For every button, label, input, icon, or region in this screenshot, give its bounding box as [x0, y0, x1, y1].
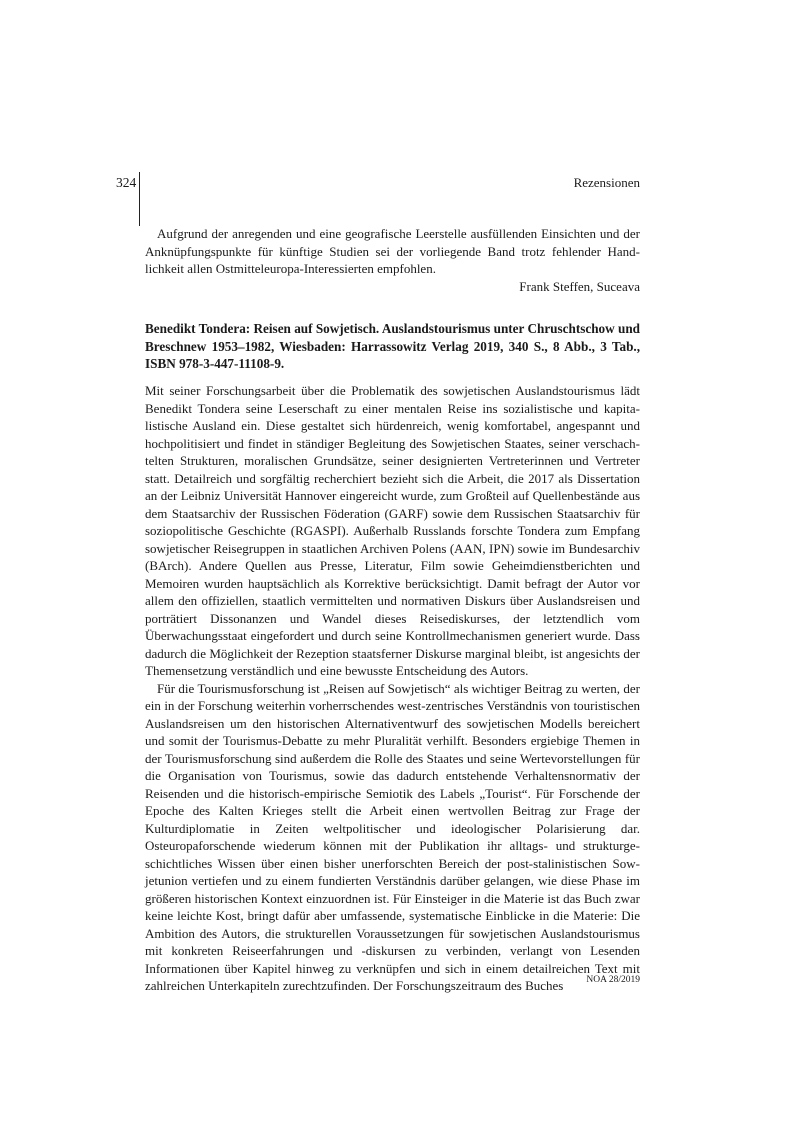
review-body [145, 382, 640, 995]
review-paragraph-1: Mit seiner Forschungsarbeit über die Problematik des sowjetischen Auslandstourismus lädt Benedikt Tondera seine Leserschaft zu einer mentalen Reise ins sozialistische und kapitalistische Ausland ein. Diese gestaltet sich hürdenreich, wenig komfortabel, angespannt und hochpolitisiert und findet in ständiger Begleitung des Sowjetischen Staates, seiner verschachtelten Strukturen, moralischen Grundsätze, seiner designierten Vertreterinnen und Vertreter statt. Detailreich und sorgfältig recherchiert bezieht sich die Arbeit, die 2017 als Dissertation an der Leibniz Universität Hannover eingereicht wurde, zum Großteil auf Quellenbestände aus dem Staatsarchiv der Russischen Föderation (GARF) sowie dem Russischen Staatsarchiv für soziopolitische Geschichte (RGASPI). Außerhalb Russlands forschte Tondera zum Empfang sowjetischer Reisegruppen in staatlichen Archiven Polens (AAN, IPN) sowie im Bundesarchiv (BArch). Andere Quellen aus Presse, Literatur, Film sowie Geheimdienstberichten und Memoiren wurden hauptsächlich als Korrektive berücksichtigt. Damit befragt der Autor vor allem den offiziellen, staatlich vermittelten und normativen Diskurs über Auslandsreisen und porträtiert Dissonanzen und Wandel dieses Reisediskurses, der letztendlich vom Überwachungsstaat eingefordert und durch seine Kontrollmechanismen generiert wurde. Dass dadurch die Möglichkeit der Rezeption staatsferner Diskurse marginal bleibt, ist angesichts der Themensetzung verständlich und eine bewusste Entscheidung des Autors. [145, 383, 640, 678]
reviewer-signature: Frank Steffen, Suceava [519, 278, 640, 294]
review-citation-block [145, 320, 640, 373]
page-number: 324 [116, 175, 137, 190]
review-paragraph-2: Für die Tourismusforschung ist „Reisen auf Sowjetisch“ als wichtiger Beitrag zu werten, der ein in der Forschung weiterhin vorherrschendes west-zentrisches Verständnis von touristischen Auslandsreisen um den historischen Alternativentwurf des sowjetischen Modells bereichert und somit der Tourismus-Debatte zu mehr Pluralität verhilft. Besonders ergiebige Themen in der Tourismusforschung sind außerdem die Rolle des Staates und seine Wertevorstellungen für die Organisation von Tourismus, sowie das dadurch entstehende Verhaltensnormativ der Reisenden und die historisch-empirische Semiotik des Labels „Tourist“. Für Forschende der Epoche des Kalten Krieges stellt die Arbeit einen wertvollen Beitrag zur Frage der Kulturdiplomatie in Zeiten weltpolitischer und ideologischer Polarisierung dar. Osteuropaforschende wiederum können mit der Publikation ihr alltags- und strukturgeschichtliches Wissen über einen bisher unerforschten Bereich der post-stalinistischen Sowjetunion vertiefen und zu einem fundierten Verständnis darüber gelangen, wie diese Phase im größeren historischen Kontext einzuordnen ist. Für Einsteiger in die Materie ist das Buch zwar keine leichte Kost, bringt dafür aber umfassende, systematische Einblicke in die Materie: Die Ambition des Autors, die strukturellen Voraussetzungen für sowjetischen Auslandstourismus mit konkreten Reiseerfahrungen und -diskursen zu verbinden, verlangt von Lesenden Informationen über Kapitel hinweg zu verknüpfen und sich in einem detailreichen Text mit zahlreichen Unterkapiteln zurechtzufinden. Der Forschungszeitraum des Buches [145, 680, 640, 993]
previous-review-section [145, 225, 640, 295]
book-citation: Benedikt Tondera: Reisen auf Sowjetisch. Auslandstourismus unter Chruschtschow und Breschnew 1953–1982, Wiesbaden: Harrassowitz Verlag 2019, 340 S., 8 Abb., 3 Tab., ISBN 978-3-447-11108-9. [145, 321, 640, 371]
header-rule [139, 172, 140, 226]
previous-review-paragraph: Aufgrund der anregenden und eine geografische Leerstelle ausfüllenden Einsichten und der Anknüpfungspunkte für künftige Studien sei der vorliegende Band trotz fehlender Handlichkeit allen Ostmitteleuropa-Interessierten empfohlen. [145, 226, 640, 276]
footer-journal: NOA 28/2019 [586, 975, 640, 985]
running-head: Rezensionen [573, 175, 640, 190]
